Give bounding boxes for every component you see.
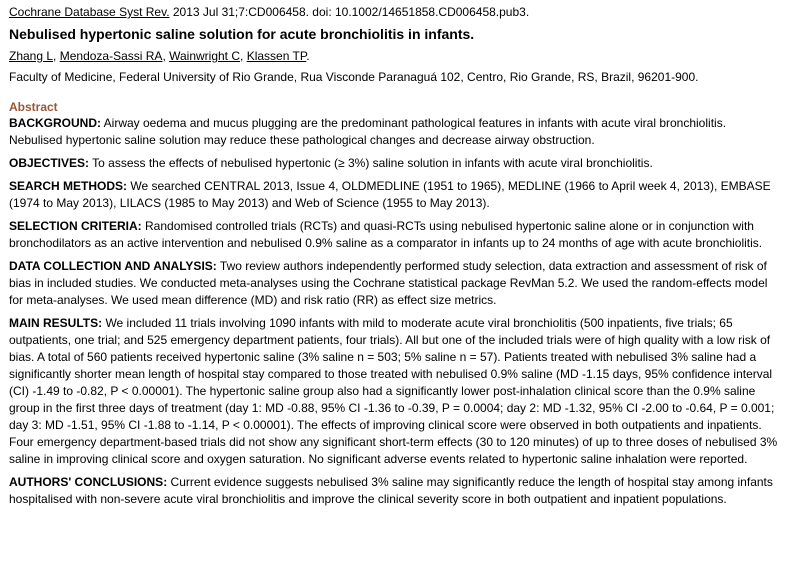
section-text: To assess the effects of nebulised hypertonic (≥ 3%) saline solution in infants with acute viral bronchiolitis.	[89, 156, 653, 170]
affiliation: Faculty of Medicine, Federal University of Rio Grande, Rua Visconde Paranaguá 102, Centro, Rio Grande, RS, Brazil, 96201-900.	[9, 70, 699, 84]
section-label: SEARCH METHODS:	[9, 179, 128, 193]
abstract-section-background	[9, 115, 779, 149]
section-label: DATA COLLECTION AND ANALYSIS:	[9, 259, 217, 273]
citation-details: 2013 Jul 31;7:CD006458. doi: 10.1002/14651858.CD006458.pub3.	[169, 5, 530, 19]
author-link[interactable]: Klassen TP	[246, 49, 307, 63]
section-text: We included 11 trials involving 1090 infants with mild to moderate acute viral bronchiolitis (500 inpatients, five trials; 65 outpatients, one trial; and 525 emergency department patients, four trials). All but one of the included trials were of high quality with a low risk of bias. A total of 560 patients received hypertonic saline (3% saline n = 503; 5% saline n = 57). Patients treated with nebulised 3% saline had a significantly shorter mean length of hospital stay compared to those treated with nebulised 0.9% saline (MD -1.15 days, 95% confidence interval (CI) -1.49 to -0.82, P < 0.00001). The hypertonic saline group also had a significantly lower post-inhalation clinical score than the 0.9% saline group in the first three days of treatment (day 1: MD -0.88, 95% CI -1.36 to -0.39, P = 0.0004; day 2: MD -1.32, 95% CI -2.00 to -0.64, P = 0.001; day 3: MD -1.51, 95% CI -1.88 to -1.14, P < 0.00001). The effects of improving clinical score were observed in both outpatients and inpatients. Four emergency department-based trials did not show any significant short-term effects (30 to 120 minutes) of up to three doses of nebulised 3% saline in improving clinical score and oxygen saturation. No significant adverse events related to hypertonic saline inhalation were reported.	[9, 316, 778, 466]
section-text: Current evidence suggests nebulised 3% saline may significantly reduce the length of hospital stay among infants hospitalised with non-severe acute viral bronchiolitis and improve the clinical severity score in both outpatient and inpatient populations.	[9, 475, 773, 506]
section-label: SELECTION CRITERIA:	[9, 219, 142, 233]
author-list	[9, 48, 779, 65]
abstract-section-data-collection	[9, 258, 779, 309]
citation-line	[9, 4, 779, 21]
author-link[interactable]: Mendoza-Sassi RA	[59, 49, 163, 63]
author-link[interactable]: Zhang L	[9, 49, 54, 63]
section-label: OBJECTIVES:	[9, 156, 90, 170]
abstract-section-selection-criteria	[9, 218, 779, 252]
section-text: Two review authors independently performed study selection, data extraction and assessment of risk of bias in included studies. We conducted meta-analyses using the Cochrane statistical package RevMan 5.2. We used the random-effects model for meta-analyses. We used mean difference (MD) and risk ratio (RR) as effect size metrics.	[9, 259, 768, 307]
abstract-page	[9, 4, 779, 514]
abstract-heading: Abstract	[9, 100, 58, 114]
abstract-section-objectives	[9, 155, 779, 172]
section-label: BACKGROUND:	[9, 116, 101, 130]
section-label: AUTHORS' CONCLUSIONS:	[9, 475, 168, 489]
abstract-section-conclusions	[9, 474, 779, 508]
author-link[interactable]: Wainwright C	[169, 49, 241, 63]
abstract-section-search-methods	[9, 178, 779, 212]
author-separator: ,	[240, 49, 247, 63]
abstract-section-main-results	[9, 315, 779, 468]
section-text: We searched CENTRAL 2013, Issue 4, OLDMEDLINE (1951 to 1965), MEDLINE (1966 to April week 4, 2013), EMBASE (1974 to May 2013), LILACS (1985 to May 2013) and Web of Science (1955 to May 2013).	[9, 179, 771, 210]
article-title: Nebulised hypertonic saline solution for acute bronchiolitis in infants.	[9, 26, 475, 42]
section-label: MAIN RESULTS:	[9, 316, 103, 330]
section-text: Airway oedema and mucus plugging are the predominant pathological features in infants with acute viral bronchiolitis. Nebulised hypertonic saline solution may reduce these pathological changes and decrease airway obstruction.	[9, 116, 727, 147]
journal-link[interactable]: Cochrane Database Syst Rev.	[9, 5, 170, 19]
section-text: Randomised controlled trials (RCTs) and quasi-RCTs using nebulised hypertonic saline alone or in conjunction with bronchodilators as an active intervention and nebulised 0.9% saline as a comparator in infants up to 24 months of age with acute bronchiolitis.	[9, 219, 763, 250]
author-separator: ,	[162, 49, 170, 63]
abstract-body	[9, 115, 779, 508]
authors-suffix: .	[306, 49, 310, 63]
author-separator: ,	[53, 49, 60, 63]
